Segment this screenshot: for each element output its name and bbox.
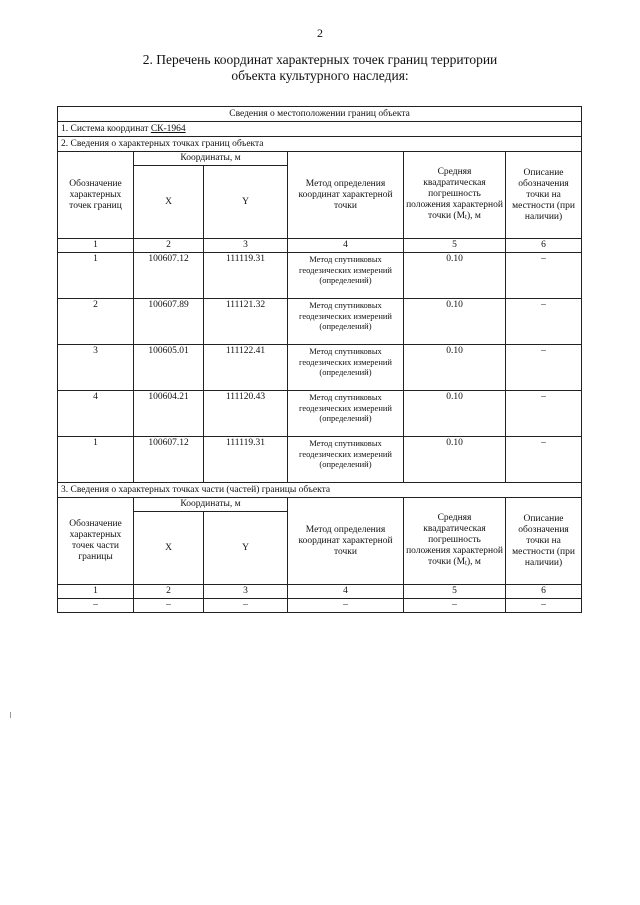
header-error-text: Средняя квадратическая погрешность положения характерной точки (М <box>406 513 503 567</box>
method-cell: Метод спутниковых геодезических измерений (определений) <box>288 391 404 437</box>
header-error-subscript: t <box>465 213 467 221</box>
description-cell: – <box>506 253 582 299</box>
error-cell: – <box>404 599 506 613</box>
header-error-text: Средняя квадратическая погрешность положения характерной точки (М <box>406 167 503 221</box>
description-cell: – <box>506 437 582 483</box>
method-cell: – <box>288 599 404 613</box>
header-method: Метод определения координат характерной точки <box>288 498 404 585</box>
description-cell: – <box>506 599 582 613</box>
coordinate-system-row <box>58 122 582 137</box>
table-row <box>58 253 582 299</box>
document-heading <box>60 52 580 84</box>
header-error-unit: ), м <box>467 211 481 221</box>
table-row <box>58 437 582 483</box>
table-caption: Сведения о местоположении границ объекта <box>58 107 582 122</box>
method-cell: Метод спутниковых геодезических измерений (определений) <box>288 437 404 483</box>
description-cell: – <box>506 391 582 437</box>
section-3-title: 3. Сведения о характерных точках части (частей) границы объекта <box>58 483 582 498</box>
method-cell: Метод спутниковых геодезических измерений (определений) <box>288 345 404 391</box>
x-cell: 100604.21 <box>134 391 204 437</box>
column-number: 3 <box>204 239 288 253</box>
error-cell: 0.10 <box>404 437 506 483</box>
point-cell: 4 <box>58 391 134 437</box>
error-cell: 0.10 <box>404 391 506 437</box>
table-row <box>58 599 582 613</box>
header-y: Y <box>204 166 288 239</box>
table-caption-row <box>58 107 582 122</box>
header-description: Описание обозначения точки на местности (при наличии) <box>506 498 582 585</box>
column-numbers-row <box>58 585 582 599</box>
x-cell: – <box>134 599 204 613</box>
x-cell: 100607.12 <box>134 437 204 483</box>
table-row <box>58 299 582 345</box>
header-x: X <box>134 512 204 585</box>
column-number: 6 <box>506 585 582 599</box>
point-cell: 3 <box>58 345 134 391</box>
column-number: 1 <box>58 239 134 253</box>
header-error-unit: ), м <box>467 557 481 567</box>
coordinates-table <box>57 106 582 613</box>
heading-line-1: 2. Перечень координат характерных точек границ территории <box>142 52 498 67</box>
header-error <box>404 152 506 239</box>
header-y: Y <box>204 512 288 585</box>
point-cell: 2 <box>58 299 134 345</box>
column-number: 2 <box>134 585 204 599</box>
point-cell: – <box>58 599 134 613</box>
error-cell: 0.10 <box>404 299 506 345</box>
section-2-title: 2. Сведения о характерных точках границ объекта <box>58 137 582 152</box>
error-cell: 0.10 <box>404 253 506 299</box>
table-row <box>58 345 582 391</box>
coordinate-system <box>58 122 582 137</box>
method-cell: Метод спутниковых геодезических измерений (определений) <box>288 299 404 345</box>
x-cell: 100607.12 <box>134 253 204 299</box>
header-coordinates: Координаты, м <box>134 498 288 512</box>
x-cell: 100605.01 <box>134 345 204 391</box>
coordinate-system-value: СК-1964 <box>150 123 186 134</box>
header-point-designation: Обозначение характерных точек границ <box>58 152 134 239</box>
part-header-row <box>58 498 582 512</box>
description-cell: – <box>506 345 582 391</box>
section-2-title-row <box>58 137 582 152</box>
y-cell: 111119.31 <box>204 437 288 483</box>
column-number: 4 <box>288 585 404 599</box>
y-cell: 111120.43 <box>204 391 288 437</box>
y-cell: 111122.41 <box>204 345 288 391</box>
column-number: 3 <box>204 585 288 599</box>
column-number: 6 <box>506 239 582 253</box>
header-description: Описание обозначения точки на местности (при наличии) <box>506 152 582 239</box>
coordinate-system-label: 1. Система координат <box>61 123 151 134</box>
column-numbers-row <box>58 239 582 253</box>
section-3-title-row <box>58 483 582 498</box>
header-x: X <box>134 166 204 239</box>
header-method: Метод определения координат характерной точки <box>288 152 404 239</box>
y-cell: 111119.31 <box>204 253 288 299</box>
page-number: 2 <box>317 26 323 40</box>
table-row <box>58 391 582 437</box>
error-cell: 0.10 <box>404 345 506 391</box>
header-row <box>58 152 582 166</box>
column-number: 4 <box>288 239 404 253</box>
header-coordinates: Координаты, м <box>134 152 288 166</box>
method-cell: Метод спутниковых геодезических измерений (определений) <box>288 253 404 299</box>
header-error <box>404 498 506 585</box>
column-number: 1 <box>58 585 134 599</box>
column-number: 5 <box>404 585 506 599</box>
header-point-designation-part: Обозначение характерных точек части границы <box>58 498 134 585</box>
header-error-subscript: t <box>465 559 467 567</box>
point-cell: 1 <box>58 437 134 483</box>
y-cell: – <box>204 599 288 613</box>
x-cell: 100607.89 <box>134 299 204 345</box>
description-cell: – <box>506 299 582 345</box>
scan-mark <box>10 712 11 718</box>
point-cell: 1 <box>58 253 134 299</box>
heading-line-2: объекта культурного наследия: <box>231 68 409 83</box>
y-cell: 111121.32 <box>204 299 288 345</box>
column-number: 2 <box>134 239 204 253</box>
column-number: 5 <box>404 239 506 253</box>
